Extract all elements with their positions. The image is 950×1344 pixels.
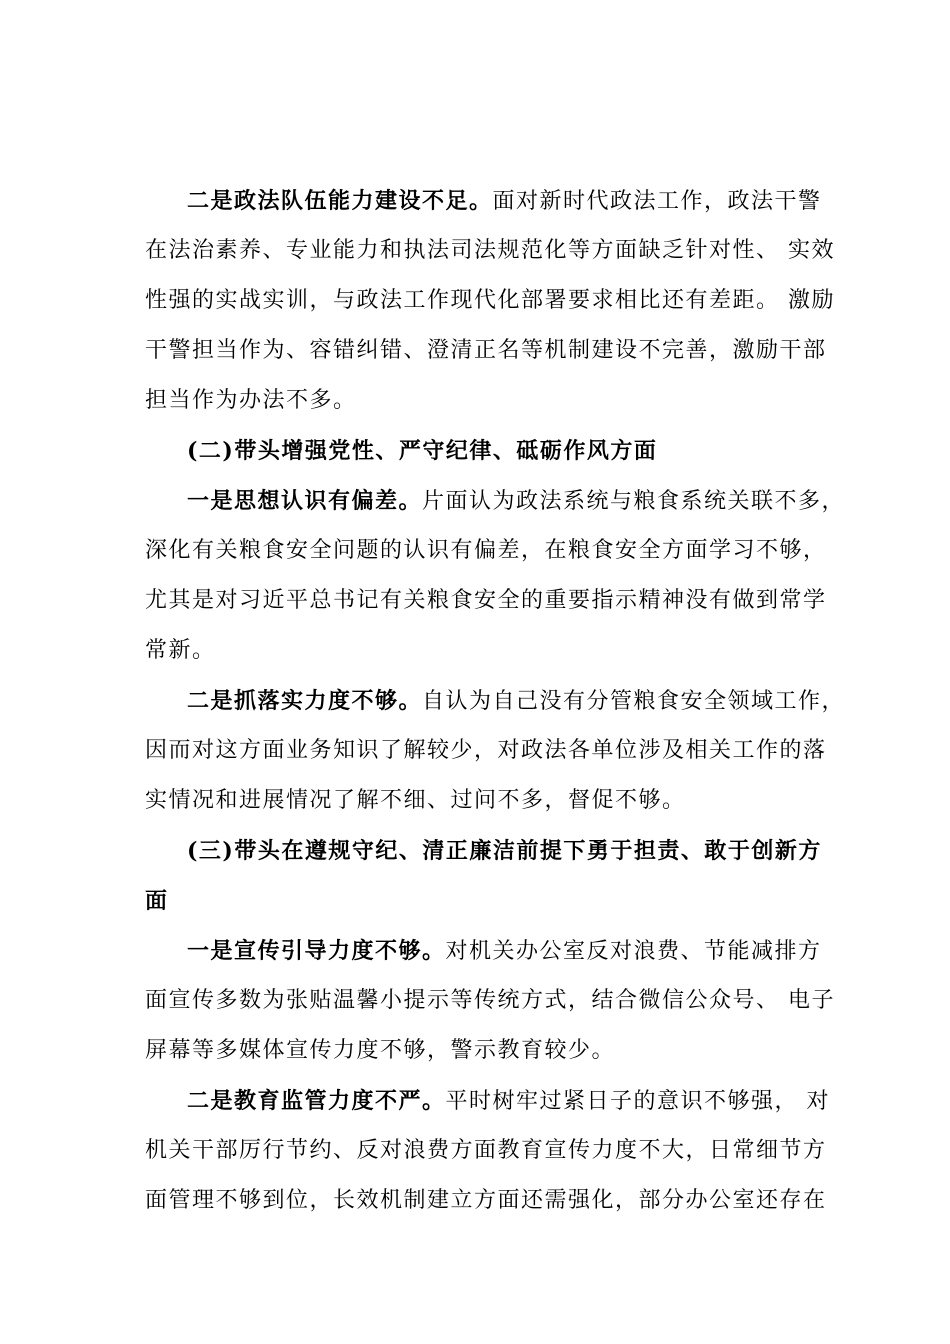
paragraph-3-line-2: 因而对这方面业务知识了解较少，对政法各单位涉及相关工作的落 [145, 738, 827, 763]
paragraph-4-line-1: 一是宣传引导力度不够。对机关办公室反对浪费、节能减排方 [187, 938, 822, 964]
paragraph-5-lead: 二是教育监管力度不严。 [187, 1088, 446, 1114]
paragraph-1-line-5: 担当作为办法不多。 [145, 388, 357, 413]
paragraph-3-line-3: 实情况和进展情况了解不细、过问不多，督促不够。 [145, 788, 686, 813]
paragraph-2-line-4: 常新。 [145, 638, 216, 663]
paragraph-5-line-2: 机关干部厉行节约、反对浪费方面教育宣传力度不大，日常细节方 [145, 1138, 827, 1163]
paragraph-4-line-2: 面宣传多数为张贴温馨小提示等传统方式，结合微信公众号、 电子 [145, 988, 835, 1013]
section-heading-3: (三)带头在遵规守纪、清正廉洁前提下勇于担责、敢于创新方 [187, 838, 822, 864]
paragraph-1-line-3: 性强的实战实训，与政法工作现代化部署要求相比还有差距。 激励 [145, 288, 835, 313]
paragraph-1-lead: 二是政法队伍能力建设不足。 [187, 188, 493, 214]
paragraph-2-line-3: 尤其是对习近平总书记有关粮食安全的重要指示精神没有做到常学 [145, 588, 827, 613]
section-heading-3-cont: 面 [145, 888, 169, 914]
paragraph-1-line-1: 二是政法队伍能力建设不足。面对新时代政法工作，政法干警 [187, 188, 822, 214]
paragraph-2-line-1: 一是思想认识有偏差。片面认为政法系统与粮食系统关联不多， [187, 488, 846, 514]
paragraph-4-line-3: 屏幕等多媒体宣传力度不够，警示教育较少。 [145, 1038, 616, 1063]
section-heading-2: (二)带头增强党性、严守纪律、砥砺作风方面 [187, 438, 658, 464]
paragraph-3-lead: 二是抓落实力度不够。 [187, 688, 423, 714]
paragraph-1-line-2: 在法治素养、专业能力和执法司法规范化等方面缺乏针对性、 实效 [145, 238, 835, 263]
paragraph-3-line-1: 二是抓落实力度不够。自认为自己没有分管粮食安全领域工作， [187, 688, 846, 714]
paragraph-1-line-4: 干警担当作为、容错纠错、澄清正名等机制建设不完善，激励干部 [145, 338, 827, 363]
paragraph-4-lead: 一是宣传引导力度不够。 [187, 938, 446, 964]
paragraph-5-line-3: 面管理不够到位，长效机制建立方面还需强化，部分办公室还存在 [145, 1188, 827, 1213]
paragraph-2-lead: 一是思想认识有偏差。 [187, 488, 423, 514]
paragraph-5-line-1: 二是教育监管力度不严。平时树牢过紧日子的意识不够强， 对 [187, 1088, 831, 1114]
paragraph-2-line-2: 深化有关粮食安全问题的认识有偏差，在粮食安全方面学习不够， [145, 538, 827, 563]
